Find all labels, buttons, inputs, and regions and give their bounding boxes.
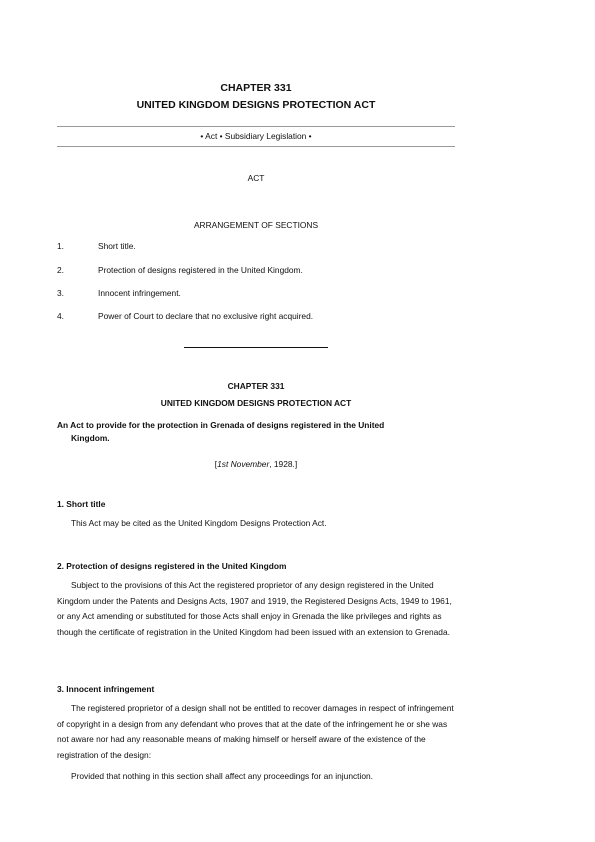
- chapter-number: CHAPTER 331: [220, 82, 292, 94]
- arrangement-title: ARRANGEMENT OF SECTIONS: [193, 220, 319, 230]
- section-rule: [184, 347, 328, 348]
- act-label: ACT: [247, 173, 265, 183]
- act-title: UNITED KINGDOM DESIGNS PROTECTION ACT: [136, 99, 376, 111]
- section-paragraph: Subject to the provisions of this Act the registered proprietor of any design registered in the United Kingdom under the Patents and Designs Acts, 1907 and 1919, the Registered Designs Acts, 1949 to 1961, or any Act amending or substituted for those Acts shall enjoy in Grenada the like privileges and rights as though the certificate of registration in the United Kingdom had been issued with an extension to Grenada.: [57, 580, 452, 637]
- arrangement-item-text: Power of Court to declare that no exclusive right acquired.: [98, 311, 314, 321]
- arrangement-item-number: 3.: [57, 288, 64, 298]
- section-paragraph: The registered proprietor of a design shall not be entitled to recover damages in respect of infringement of copyright in a design from any defendant who proves that at the date of the infringement he or she was not aware nor had any reasonable means of making himself or herself aware of the existence of the registration of the design:: [57, 703, 454, 760]
- divider-top: [57, 126, 455, 127]
- section-paragraph: This Act may be cited as the United Kingdom Designs Protection Act.: [71, 518, 327, 528]
- section-heading: 2. Protection of designs registered in the United Kingdom: [57, 561, 287, 571]
- long-title: [57, 420, 457, 443]
- arrangement-item-text: Short title.: [98, 241, 136, 251]
- long-title-line: An Act to provide for the protection in Grenada of designs registered in the United: [57, 420, 385, 430]
- section-heading: 3. Innocent infringement: [57, 684, 155, 694]
- arrangement-item-number: 1.: [57, 241, 64, 251]
- subnav-links[interactable]: • Act • Subsidiary Legislation •: [200, 131, 312, 141]
- body-act-title: UNITED KINGDOM DESIGNS PROTECTION ACT: [160, 398, 352, 408]
- arrangement-item-text: Innocent infringement.: [98, 288, 181, 298]
- arrangement-item-text: Protection of designs registered in the United Kingdom.: [98, 265, 303, 275]
- long-title-line: Kingdom.: [71, 433, 110, 443]
- commencement-date: [57, 459, 455, 469]
- date-bracket-open: [: [214, 459, 218, 469]
- section-heading: 1. Short title: [57, 499, 106, 509]
- section-paragraph: Provided that nothing in this section shall affect any proceedings for an injunction.: [71, 771, 373, 781]
- body-chapter-number: CHAPTER 331: [227, 381, 285, 391]
- arrangement-item-number: 2.: [57, 265, 64, 275]
- date-suffix: , 1928.]: [269, 459, 298, 469]
- date-italic: 1st November: [217, 459, 270, 469]
- arrangement-item-number: 4.: [57, 311, 64, 321]
- divider-bottom: [57, 146, 455, 147]
